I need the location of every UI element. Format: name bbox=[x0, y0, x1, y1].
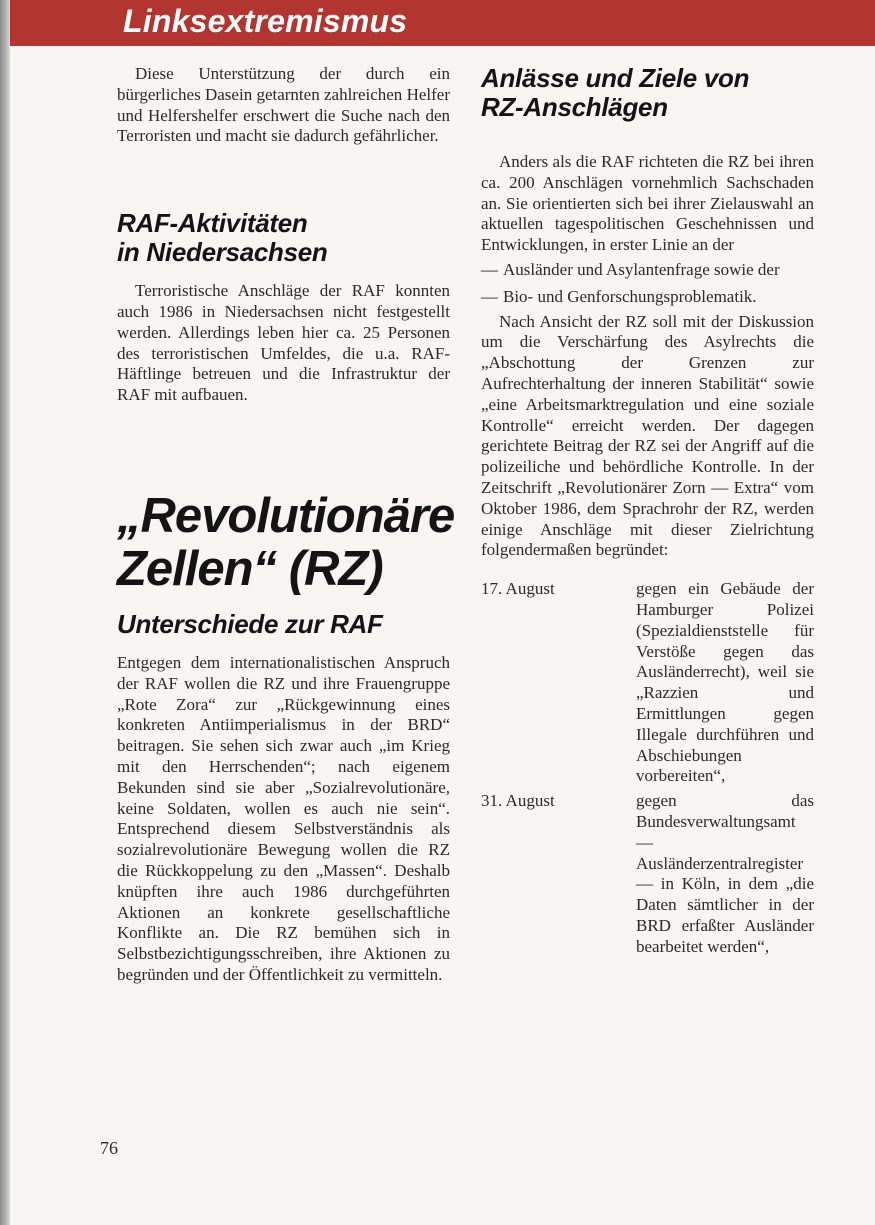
heading-line: Anlässe und Ziele von bbox=[481, 63, 750, 93]
event-date: 31. August bbox=[481, 791, 555, 811]
chapter-title: Linksextremismus bbox=[123, 3, 408, 39]
list-item bbox=[481, 260, 814, 281]
intro-paragraph: Diese Unterstützung der durch ein bürgerliches Dasein getarnten zahlreichen Helfer und Helfershelfer erschwert die Suche nach den Terroristen und macht sie dadurch gefährlicher. bbox=[117, 64, 450, 146]
anlaesse-paragraph-1: Anders als die RAF richteten die RZ bei ihren ca. 200 Anschlägen vornehmlich Sachschaden an. Sie orientierten sich bei ihrer Zielauswahl an aktuellen tagespolitischen Geschehnissen und Entwicklungen, in erster Linie an der bbox=[481, 152, 814, 255]
right-column bbox=[481, 64, 814, 957]
section-heading-unterschiede: Unterschiede zur RAF bbox=[117, 608, 383, 639]
heading-line: RAF-Aktivitäten bbox=[117, 208, 308, 239]
section-heading-raf-niedersachsen bbox=[117, 209, 450, 267]
list-item-text: Ausländer und Asylantenfrage sowie der bbox=[503, 259, 780, 279]
event-date: 17. August bbox=[481, 579, 555, 599]
left-column bbox=[117, 64, 455, 986]
dash-bullet: — bbox=[481, 286, 498, 306]
heading-line: RZ-Anschlägen bbox=[481, 92, 668, 122]
unterschiede-paragraph: Entgegen dem internationalistischen Anspruch der RAF wollen die RZ und ihre Frauengruppe „Rote Zora“ zur „Rückgewinnung eines konkreten Antiimperialismus in der BRD“ beitragen. Sie sehen sich zwar auch „im Krieg mit den Herrschenden“; nach eigenem Bekunden sind sie aber „Sozialrevolutionäre, keine Soldaten, wollen es auch nie sein“. Entsprechend diesem Selbstverständnis als sozialrevolutionäre Bewegung wollen die RZ die Rückkoppelung zu den „Massen“. Deshalb knüpften ihre auch 1986 durchgeführten Aktionen an konkrete gesellschaftliche Konflikte an. Die RZ bemühen sich in Selbstbezichtigungsschreiben, ihre Aktionen zu begründen und der Öffentlichkeit zu vermitteln. bbox=[117, 652, 450, 984]
event-entry bbox=[481, 791, 814, 957]
page-number: 76 bbox=[100, 1138, 118, 1158]
event-entry bbox=[481, 579, 814, 787]
main-heading-revolutionaere-zellen bbox=[117, 488, 455, 596]
raf-paragraph: Terroristische Anschläge der RAF konnten auch 1986 in Niedersachsen nicht festgestellt werden. Allerdings leben hier ca. 25 Personen des terroristischen Umfeldes, die u.a. RAF-Häftlinge betreuen und die Infrastruktur der RAF mit aufbauen. bbox=[117, 281, 450, 405]
dash-bullet: — bbox=[481, 259, 498, 279]
book-spine-edge bbox=[0, 0, 10, 1225]
heading-line: „Revolutionäre bbox=[117, 488, 455, 543]
heading-line: in Niedersachsen bbox=[117, 237, 328, 268]
event-description: gegen ein Gebäude der Hamburger Polizei (Spezialdienststelle für Verstöße gegen das Ausländerrecht), weil sie „Razzien und Ermittlungen gegen Illegale durchführen und Abschiebungen vorbereiten“, bbox=[636, 579, 814, 786]
list-item-text: Bio- und Genforschungsproblematik. bbox=[503, 286, 757, 306]
section-heading-anlaesse-ziele bbox=[481, 64, 814, 122]
heading-line: Zellen“ (RZ) bbox=[117, 541, 383, 596]
event-description: gegen das Bundesverwaltungsamt — Ausländerzentralregister — in Köln, in dem „die Daten sämtlicher in der BRD erfaßter Ausländer bearbeitet werden“, bbox=[636, 791, 814, 956]
anlaesse-paragraph-2: Nach Ansicht der RZ soll mit der Diskussion um die Verschärfung des Asylrechts die „Abschottung der Grenzen zur Aufrechterhaltung der inneren Stabilität“ sowie „eine Arbeitsmarktregulation und eine soziale Kontrolle“ erreicht werden. Der dagegen gerichtete Beitrag der RZ sei der Angriff auf die polizeiliche und behördliche Kontrolle. In der Zeitschrift „Revolutionärer Zorn — Extra“ vom Oktober 1986, dem Sprachrohr der RZ, werden einige Anschläge mit dieser Zielrichtung folgendermaßen begründet: bbox=[481, 311, 814, 560]
chapter-header-bar bbox=[10, 0, 875, 46]
list-item bbox=[481, 287, 814, 308]
